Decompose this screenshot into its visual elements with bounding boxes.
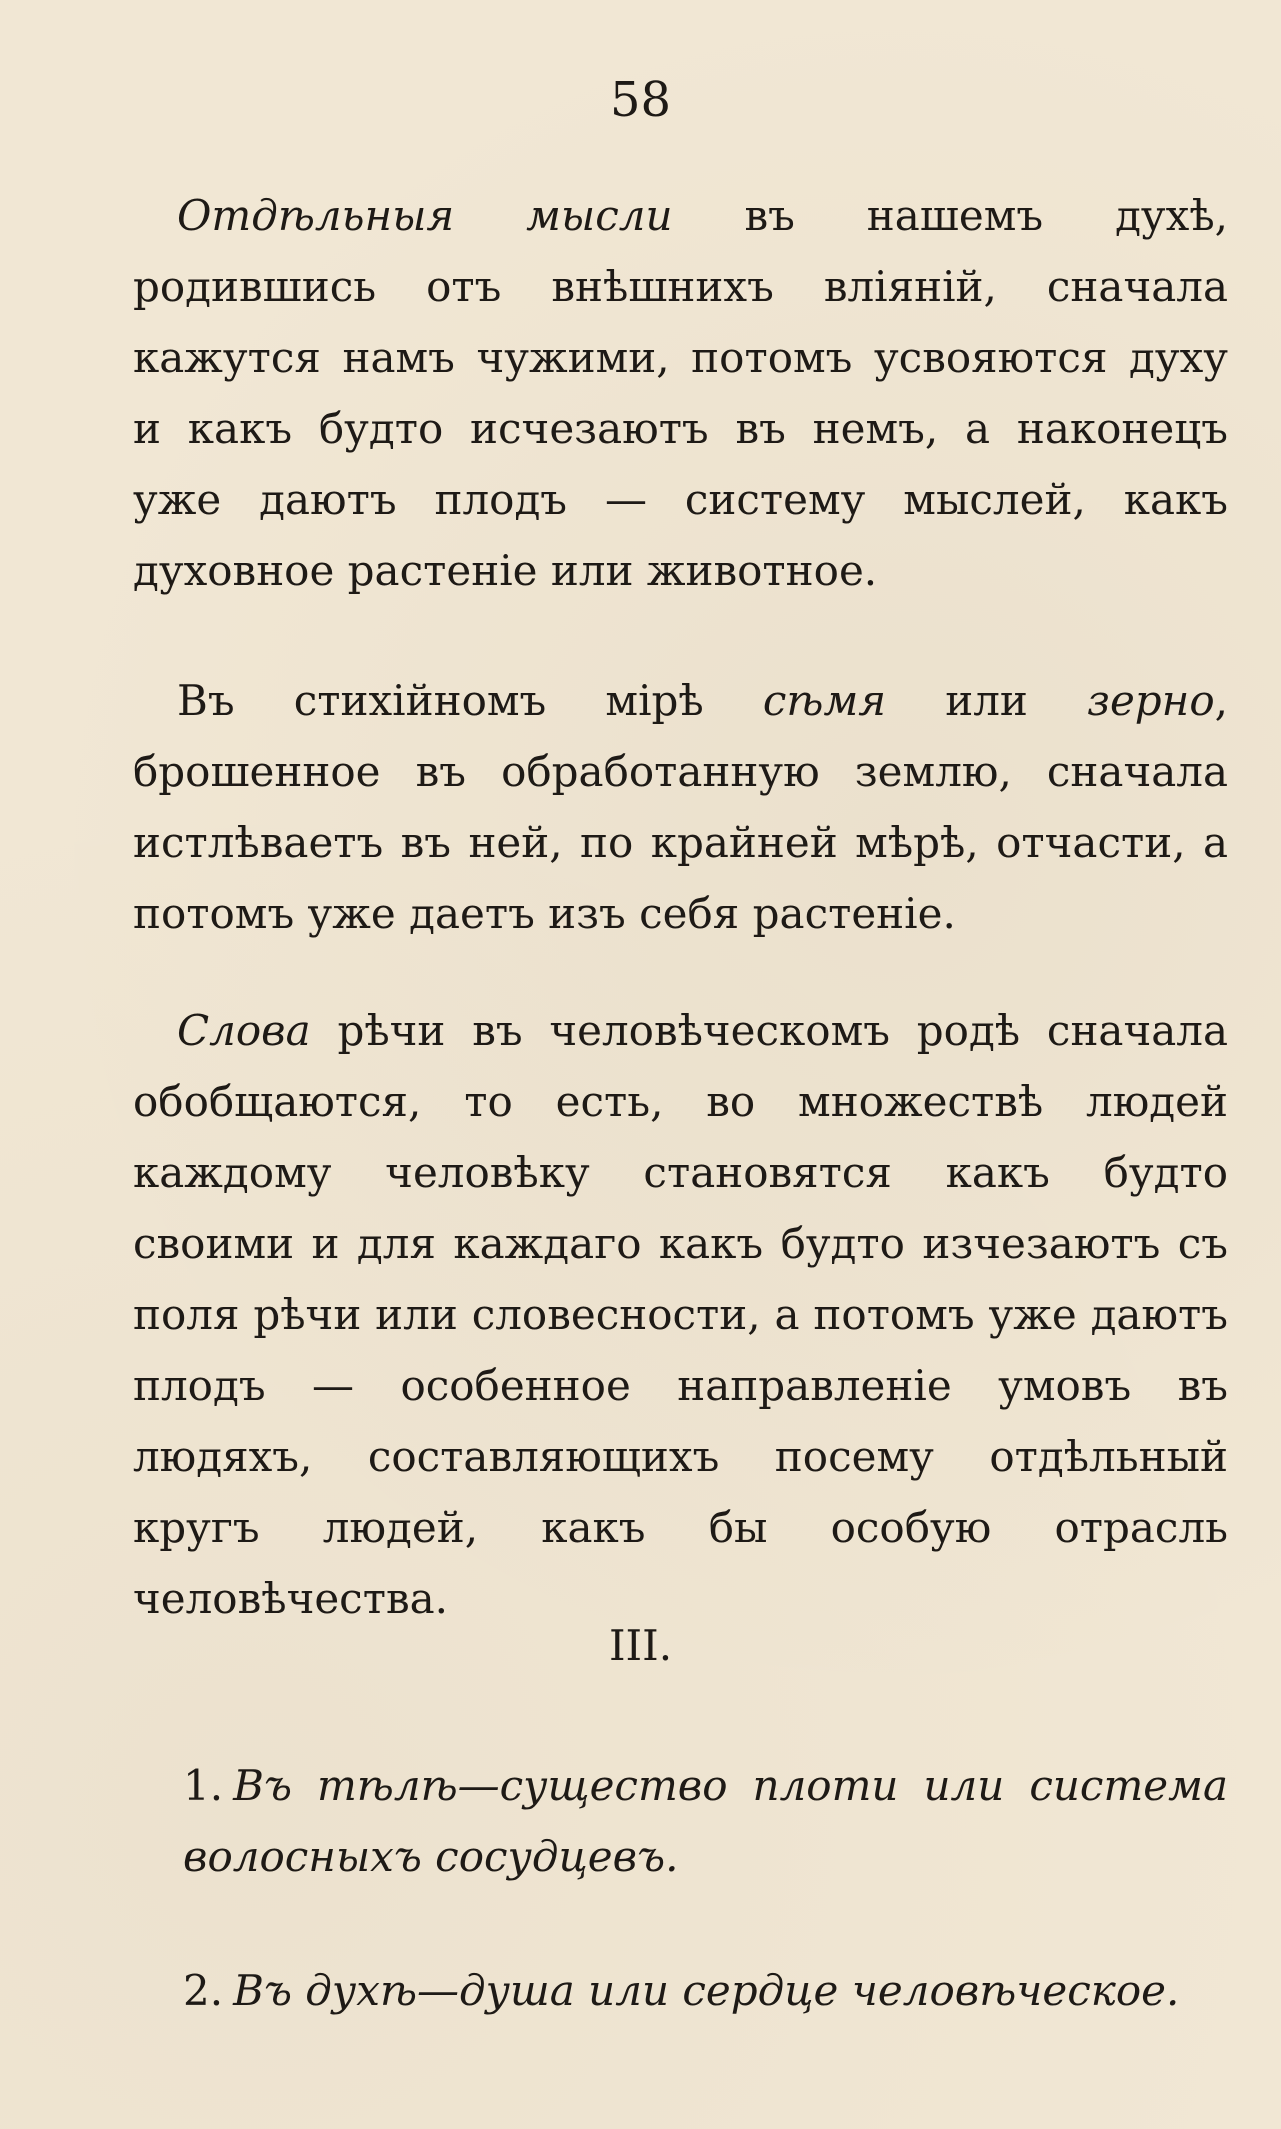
emphasis-separate-thoughts: Отдѣльныя мысли (177, 191, 673, 240)
paragraph-seed (133, 665, 1228, 949)
paragraph-text: Въ стихійномъ мірѣ (177, 676, 763, 725)
list-item-number: 2. (183, 1966, 224, 2015)
list-item-text: Въ тѣлѣ—существо плоти или система волосныхъ сосудцевъ. (183, 1761, 1228, 1881)
paragraph-text: или (886, 676, 1088, 725)
paragraph-words (133, 995, 1228, 1634)
emphasis-seed: сѣмя (762, 676, 887, 725)
list-item (183, 1750, 1228, 1892)
paragraph-thoughts (133, 180, 1228, 606)
emphasis-grain: зерно (1087, 676, 1215, 725)
list-item-number: 1. (183, 1761, 224, 1810)
page-number: 58 (609, 72, 672, 128)
paragraph-text: рѣчи въ человѣческомъ родѣ сначала обобщаются, то есть, во множествѣ людей каждому человѣку становятся какъ будто своими и для каждаго какъ будто изчезаютъ съ поля рѣчи или словесности, а потомъ уже даютъ плодъ — особенное направленіе умовъ въ людяхъ, составляющихъ посему отдѣльный кругъ людей, какъ бы особую отрасль человѣчества. (133, 1006, 1228, 1623)
list-item-text: Въ духѣ—душа или сердце человѣческое. (233, 1966, 1180, 2015)
section-heading: III. (608, 1621, 673, 1670)
paragraph-text: въ нашемъ духѣ, родившись отъ внѣшнихъ вліяній, сначала кажутся намъ чужими, потомъ усвояются духу и какъ будто исчезаютъ въ немъ, а наконецъ уже даютъ плодъ — систему мыслей, какъ духовное растеніе или животное. (133, 191, 1229, 595)
list-item (183, 1955, 1228, 2026)
emphasis-words: Слова (177, 1006, 311, 1055)
paragraph-text: , брошенное въ обработанную землю, сначала истлѣваетъ въ ней, по крайней мѣрѣ, отчасти, а потомъ уже даетъ изъ себя растеніе. (133, 676, 1228, 938)
